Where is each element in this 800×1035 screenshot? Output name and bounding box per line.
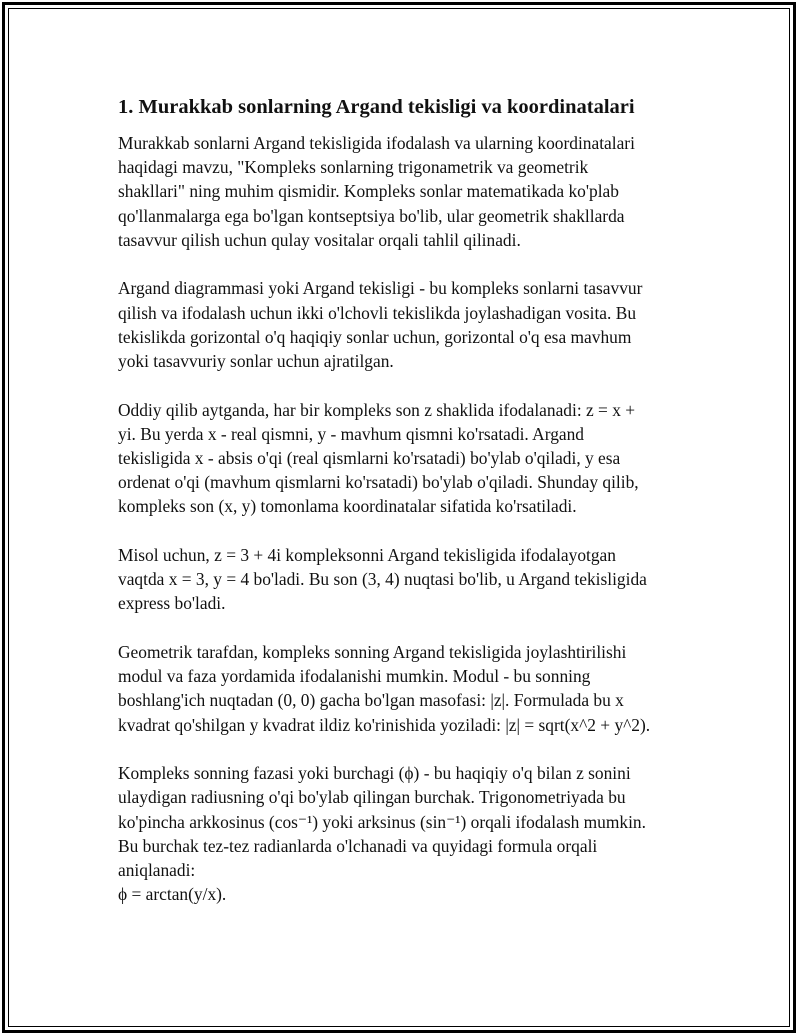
text-line: Murakkab sonlarni Argand tekisligida ifodalash va ularning koordinatalari <box>118 133 635 153</box>
text-line: Misol uchun, z = 3 + 4i kompleksonni Argand tekisligida ifodalayotgan <box>118 545 616 566</box>
text-line: ordenat o'qi (mavhum qismlarni ko'rsatadi) bo'ylab o'qiladi. Shunday qilib, <box>118 472 639 493</box>
paragraph-phase <box>118 761 684 906</box>
text-line: modul va faza yordamida ifodalanishi mumkin. Modul - bu sonning <box>118 666 591 687</box>
paragraph-modulus <box>118 640 684 737</box>
text-line: kompleks son (x, y) tomonlama koordinatalar sifatida ko'rsatiladi. <box>118 496 577 517</box>
text-line: tekisligida x - absis o'qi (real qismlarni ko'rsatadi) bo'ylab o'qiladi, y esa <box>118 448 621 469</box>
text-line: tekislikda gorizontal o'q haqiqiy sonlar uchun, gorizontal o'q esa mavhum <box>118 326 632 347</box>
text-line: shakllari" ning muhim qismidir. Kompleks sonlar matematikada ko'plab <box>118 181 619 202</box>
paragraph-coordinates <box>118 398 684 519</box>
text-line: Bu burchak tez-tez radianlarda o'lchanadi va quyidagi formula orqali <box>118 835 598 856</box>
text-line: qilish va ifodalash uchun ikki o'lchovli tekislikda joylashadigan vosita. Bu <box>118 302 637 323</box>
text-line: Geometrik tarafdan, kompleks sonning Argand tekisligida joylashtirilishi <box>118 642 627 663</box>
paragraph-intro <box>118 131 684 252</box>
text-line: vaqtda x = 3, y = 4 bo'ladi. Bu son (3, 4) nuqtasi bo'lib, u Argand tekisligida <box>118 569 647 590</box>
text-line: ko'pincha arkkosinus (cos⁻¹) yoki arksinus (sin⁻¹) orqali ifodalash mumkin. <box>118 811 646 832</box>
text-line: ulaydigan radiusning o'qi bo'ylab qilingan burchak. Trigonometriyada bu <box>118 787 626 808</box>
formula-line: ϕ = arctan(y/x). <box>118 884 227 905</box>
text-line: Argand diagrammasi yoki Argand tekisligi - bu kompleks sonlarni tasavvur <box>118 278 643 299</box>
text-line: kvadrat qo'shilgan y kvadrat ildiz ko'rinishida yoziladi: |z| = sqrt(x^2 + y^2). <box>118 714 651 735</box>
document-body <box>118 94 684 931</box>
text-line: yoki tasavvuriy sonlar uchun ajratilgan. <box>118 351 394 372</box>
text-line: tasavvur qilish uchun qulay vositalar orqali tahlil qilinadi. <box>118 229 521 250</box>
text-line: yi. Bu yerda x - real qismni, y - mavhum qismni ko'rsatadi. Argand <box>118 423 585 444</box>
text-line: aniqlanadi: <box>118 860 196 881</box>
text-line: express bo'ladi. <box>118 593 226 614</box>
text-line: qo'llanmalarga ega bo'lgan kontseptsiya bo'lib, ular geometrik shakllarda <box>118 205 625 226</box>
text-line: Kompleks sonning fazasi yoki burchagi (ϕ) - bu haqiqiy o'q bilan z sonini <box>118 763 631 784</box>
text-line: haqidagi mavzu, "Kompleks sonlarning trigonametrik va geometrik <box>118 157 589 178</box>
text-line: Oddiy qilib aytganda, har bir kompleks son z shaklida ifodalanadi: z = x + <box>118 399 636 420</box>
text-line: boshlang'ich nuqtadan (0, 0) gacha bo'lgan masofasi: |z|. Formulada bu x <box>118 690 624 711</box>
document-title: 1. Murakkab sonlarning Argand tekisligi va koordinatalari <box>118 96 635 118</box>
paragraph-argand-diagram <box>118 276 684 373</box>
paragraph-example <box>118 543 684 616</box>
